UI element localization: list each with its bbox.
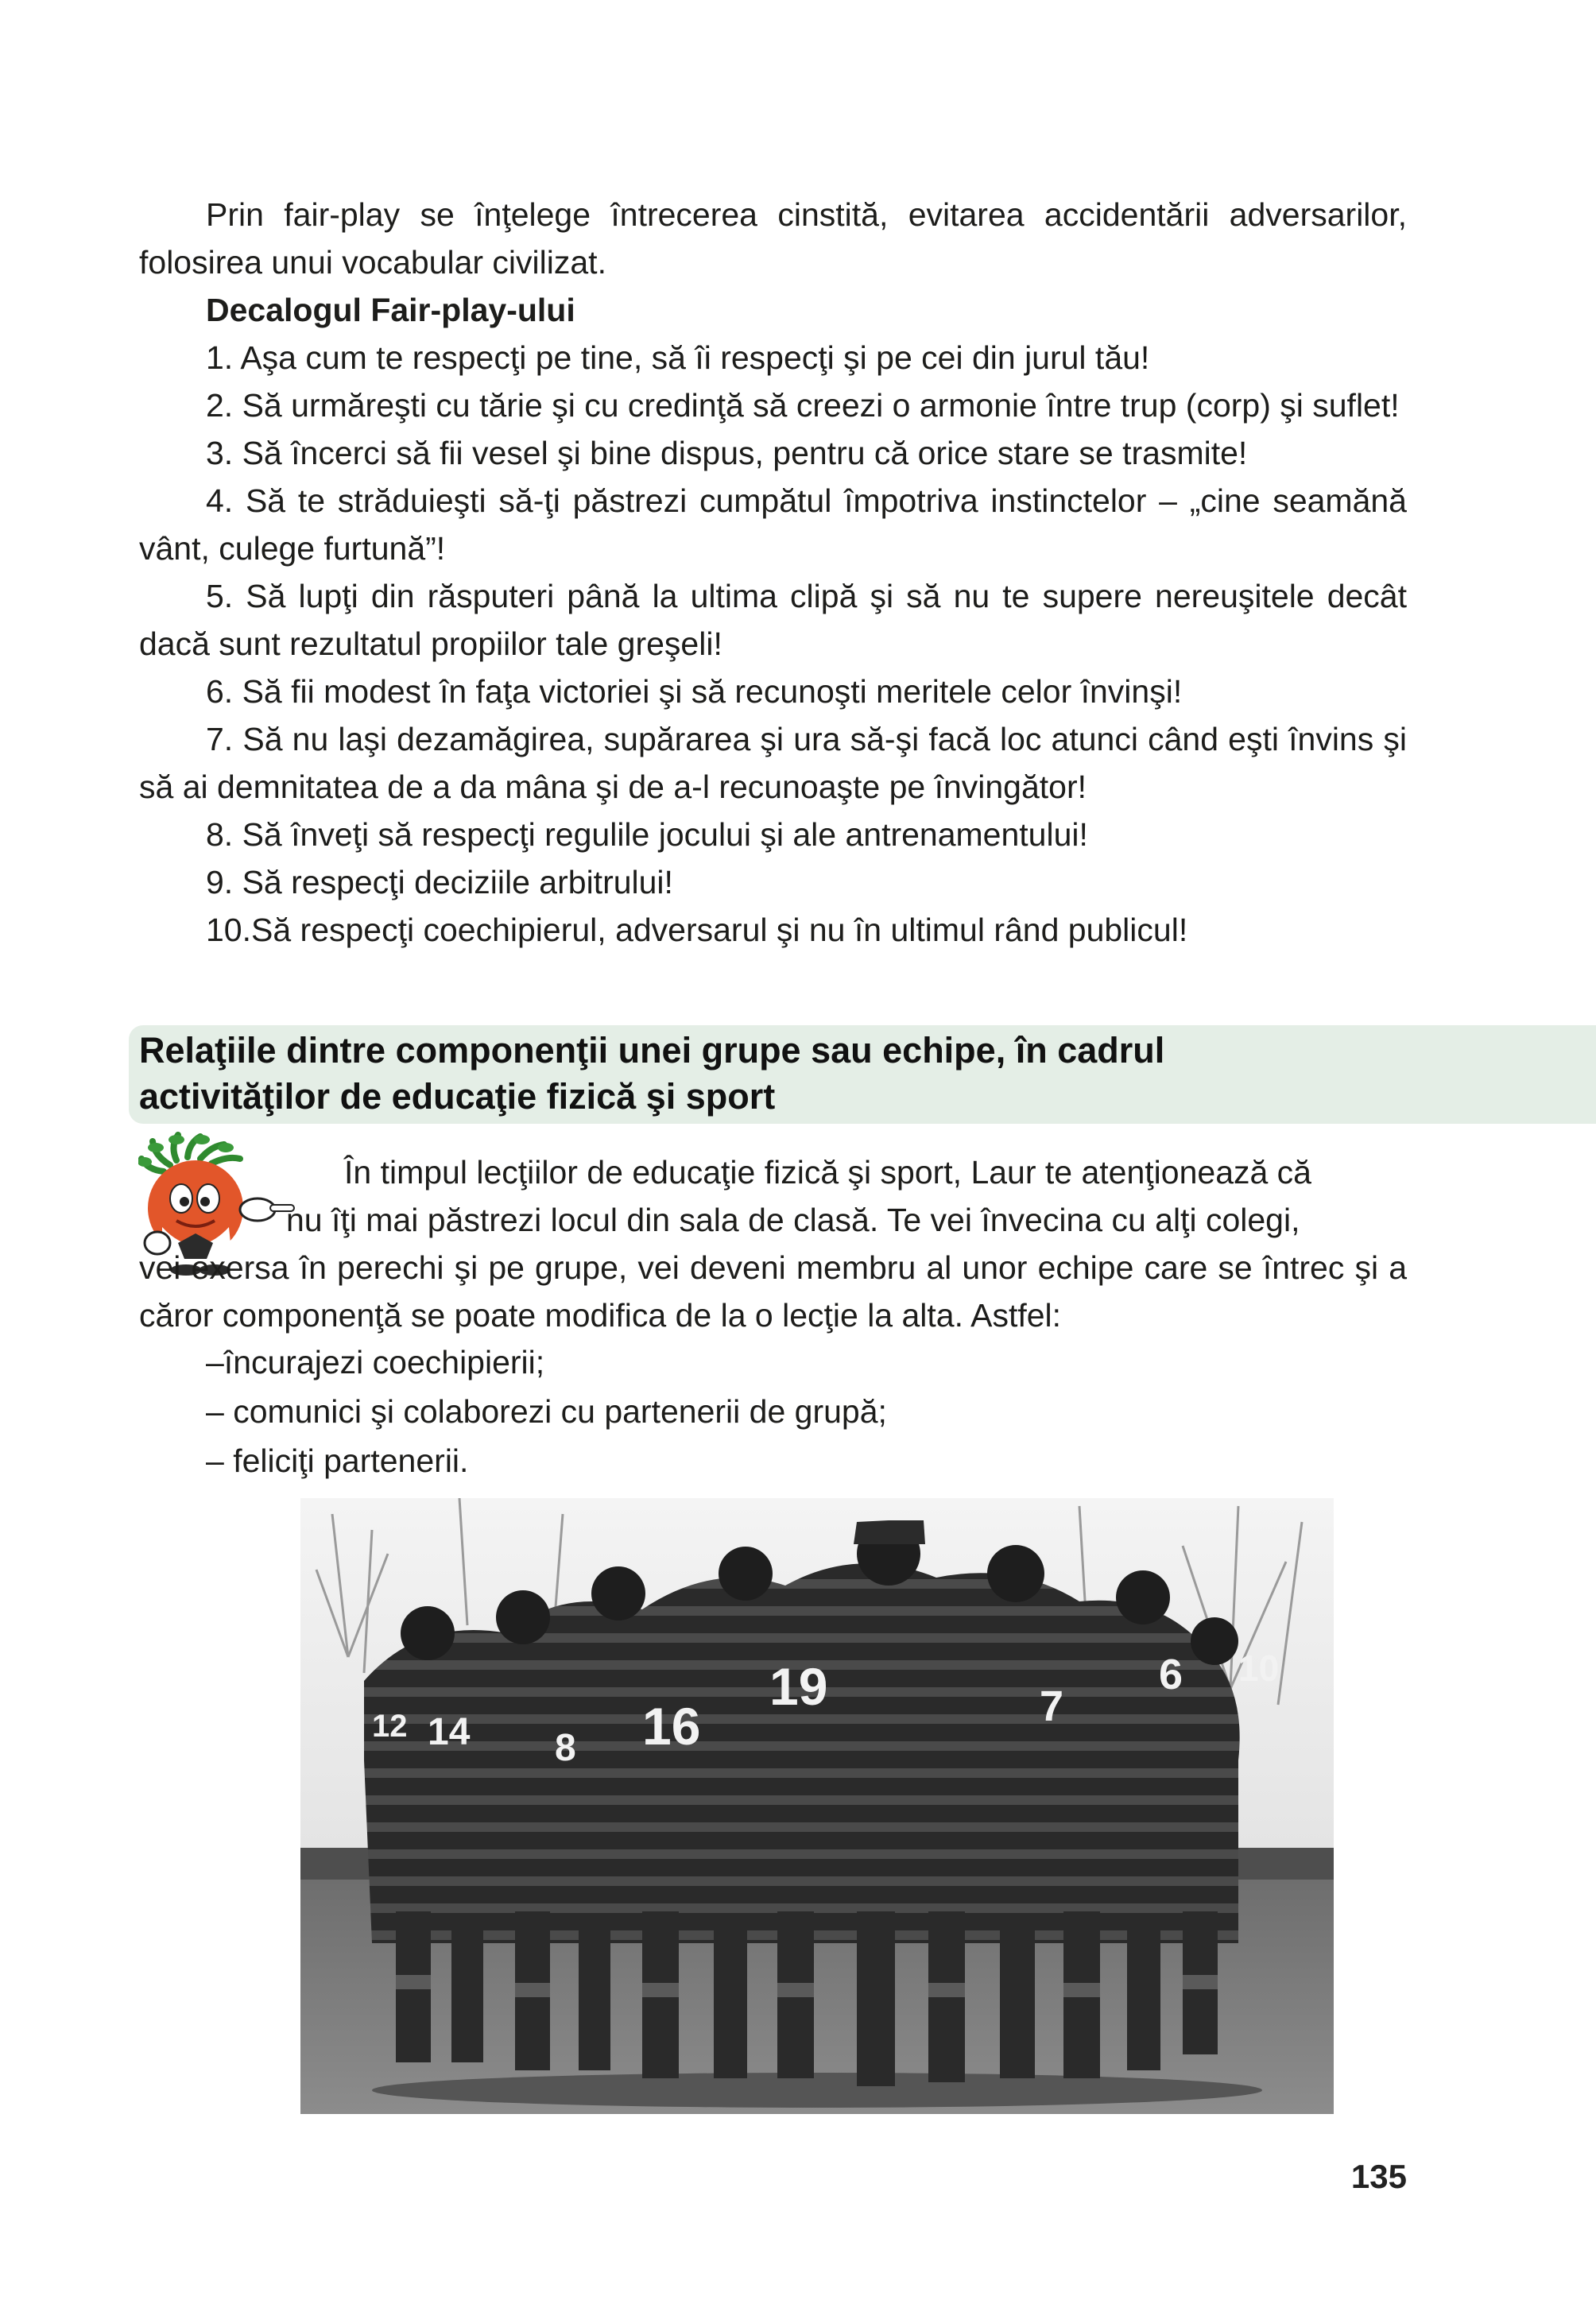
section-paragraph-line1: În timpul lecţiilor de educaţie fizică şi sport, Laur te atenţionează că: [344, 1154, 1311, 1191]
decalog-item: 3. Să încerci să fii vesel şi bine dispus, pentru că orice stare se trasmite!: [206, 435, 1248, 471]
jersey-number: 12: [372, 1709, 408, 1744]
rugby-team-huddle-photo: [300, 1498, 1334, 2114]
bullet-item: – feliciţi partenerii.: [206, 1442, 469, 1479]
jersey-number: 8: [555, 1727, 576, 1769]
section-paragraph-rest: vei exersa în perechi şi pe grupe, vei deveni membru al unor echipe care se întrec şi a căror componenţă se poate modifica de la o lecţie la alta. Astfel:: [139, 1249, 1407, 1334]
section-paragraph-line2: nu îţi mai păstrezi locul din sala de clasă. Te vei învecina cu alţi colegi,: [286, 1202, 1300, 1238]
jersey-number: 19: [769, 1657, 828, 1716]
section-title: [139, 1028, 1451, 1120]
section-title-line1: Relaţiile dintre componenţii unei grupe sau echipe, în cadrul: [139, 1030, 1165, 1071]
decalog-item: 4. Să te străduieşti să-ţi păstrezi cumpătul împotriva instinctelor – „cine seamănă vânt, culege furtună”!: [139, 482, 1407, 567]
decalog-list: [139, 334, 1407, 954]
section-title-line2: activităţilor de educaţie fizică şi sport: [139, 1076, 776, 1117]
jersey-number: 7: [1040, 1682, 1064, 1730]
decalog-item: 8. Să înveţi să respecţi regulile jocului şi ale antrenamentului!: [206, 816, 1088, 853]
decalog-title: Decalogul Fair-play-ului: [206, 292, 575, 328]
decalog-item: 10.Să respecţi coechipierul, adversarul şi nu în ultimul rând publicul!: [206, 912, 1188, 948]
intro-paragraph: Prin fair-play se înţelege întrecerea cinstită, evitarea accidentării adversarilor, folosirea unui vocabular civilizat.: [139, 196, 1407, 281]
decalog-item: 7. Să nu laşi dezamăgirea, supărarea şi ura să-şi facă loc atunci când eşti învins şi să ai demnitatea de a da mâna şi de a-l recunoaşte pe învingător!: [139, 721, 1407, 805]
bullet-item: –încurajezi coechipierii;: [206, 1344, 545, 1380]
jersey-number: 10: [1238, 1648, 1280, 1689]
page-number: 135: [1350, 2158, 1407, 2195]
decalog-item: 1. Aşa cum te respecţi pe tine, să îi respecţi şi pe cei din jurul tău!: [206, 339, 1150, 376]
section-paragraph: [139, 1148, 1407, 1339]
bullet-list: [206, 1338, 887, 1485]
fairplay-text: [139, 191, 1407, 954]
bullet-item: – comunici şi colaborezi cu partenerii de grupă;: [206, 1393, 887, 1430]
jersey-number: 14: [428, 1711, 471, 1753]
jersey-number: 6: [1159, 1651, 1183, 1698]
decalog-item: 5. Să lupţi din răsputeri până la ultima clipă şi să nu te supere nereuşitele decât dacă sunt rezultatul propiilor tale greşeli!: [139, 578, 1407, 662]
decalog-item: 6. Să fii modest în faţa victoriei şi să recunoşti meritele celor învinşi!: [206, 673, 1183, 710]
decalog-item: 2. Să urmăreşti cu tărie şi cu credinţă să creezi o armonie între trup (corp) şi suflet!: [206, 387, 1400, 424]
decalog-item: 9. Să respecţi deciziile arbitrului!: [206, 864, 673, 900]
jersey-number: 16: [642, 1697, 701, 1756]
